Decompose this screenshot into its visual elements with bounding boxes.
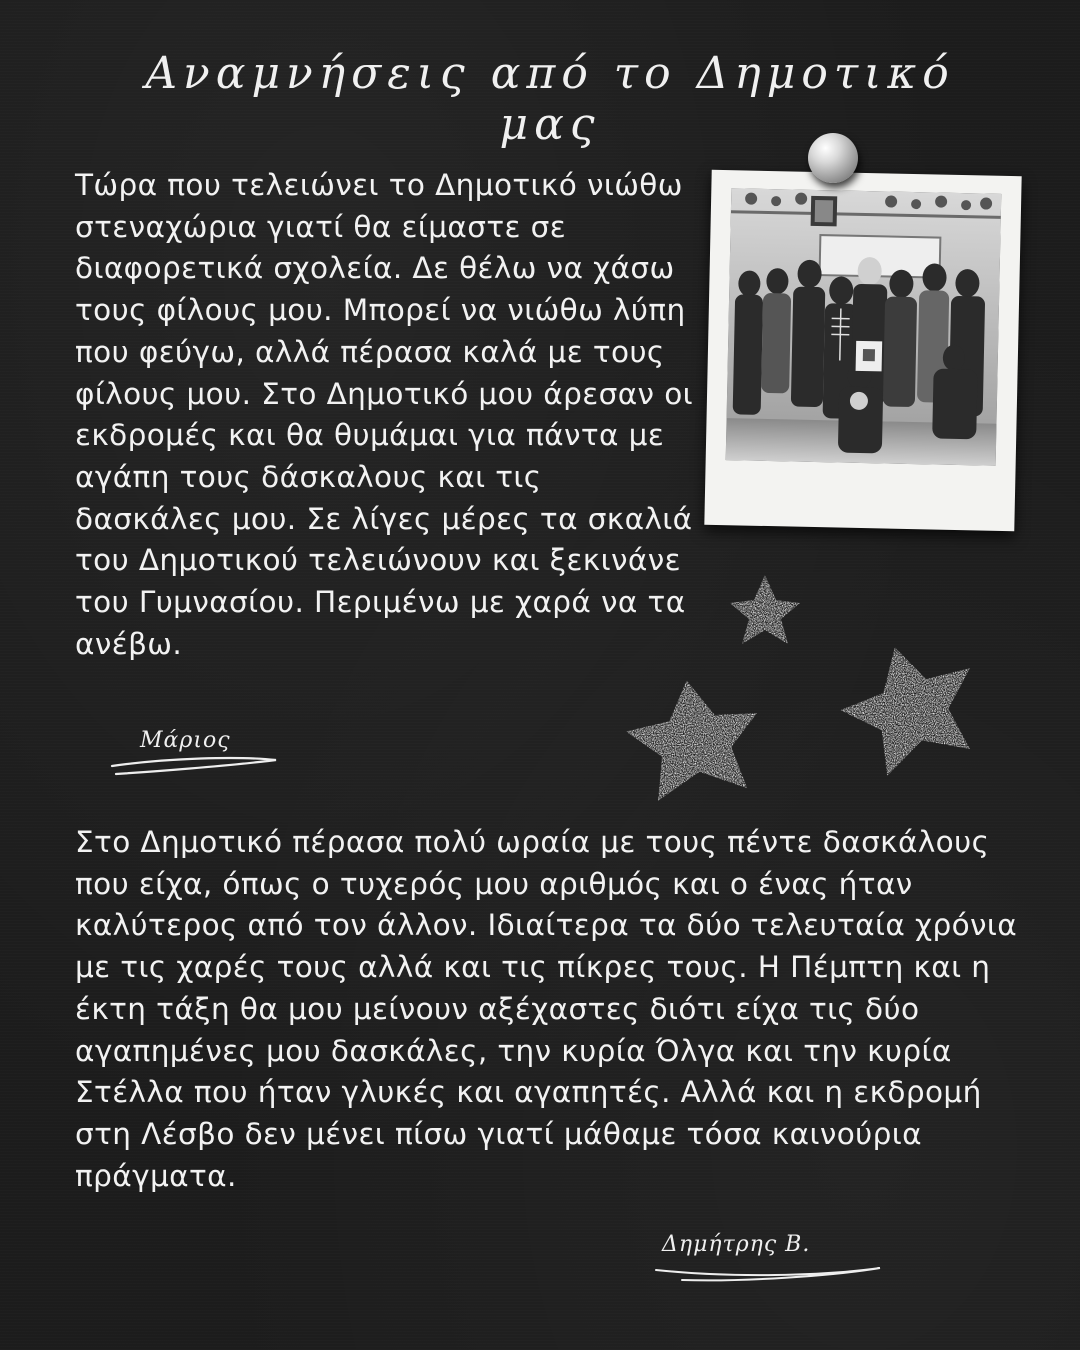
signature-underline-1 <box>108 752 283 782</box>
polaroid-photo-frame <box>704 170 1021 531</box>
signature-2: Δημήτρης Β. <box>662 1232 811 1257</box>
signature-1: Μάριος <box>140 728 231 753</box>
pushpin-icon <box>808 133 858 183</box>
star-icon-small <box>730 575 800 644</box>
signature-underline-2 <box>652 1258 887 1288</box>
class-photo-illustration <box>726 188 1002 466</box>
memory-paragraph-1: Τώρα που τελειώνει το Δημοτικό νιώθω στεναχώρια γιατί θα είμαστε σε διαφορετικά σχολεία. Δε θέλω να χάσω τους φίλους μου. Μπορεί να νιώθω λύπη που φεύγω, αλλά πέρασα καλά με τους φίλους μου. Στο Δημοτικό μου άρεσαν οι εκδρομές και θα θυμάμαι για πάντα με αγάπη τους δάσκαλους και τις δασκάλες μου. Σε λίγες μέρες τα σκαλιά του Δημοτικού τελειώνουν και ξεκινάνε του Γυμνασίου. Περιμένω με χαρά να τα ανέβω. <box>75 168 694 661</box>
memory-paragraph-2: Στο Δημοτικό πέρασα πολύ ωραία με τους πέντε δασκάλους που είχα, όπως ο τυχερός μου αριθμός και ο ένας ήταν καλύτερος από τον άλλον. Ιδιαίτερα τα δύο τελευταία χρόνια με τις χαρές τους αλλά και τις πίκρες τους. Η Πέμπτη και η έκτη τάξη θα μου μείνουν αξέχαστες διότι είχα τις δύο αγαπημένες μου δασκάλες, την κυρία Όλγα και την κυρία Στέλλα που ήταν γλυκές και αγαπητές. Αλλά και η εκδρομή στη Λέσβο δεν μένει πίσω γιατί μάθαμε τόσα καινούρια πράγματα. <box>75 825 1018 1193</box>
class-photo <box>726 188 1002 466</box>
chalk-stars-decoration <box>600 560 1080 840</box>
star-icon-right <box>827 627 993 783</box>
page-title: Αναμνήσεις από το Δημοτικό μας <box>145 48 955 150</box>
star-icon-left <box>620 672 767 804</box>
